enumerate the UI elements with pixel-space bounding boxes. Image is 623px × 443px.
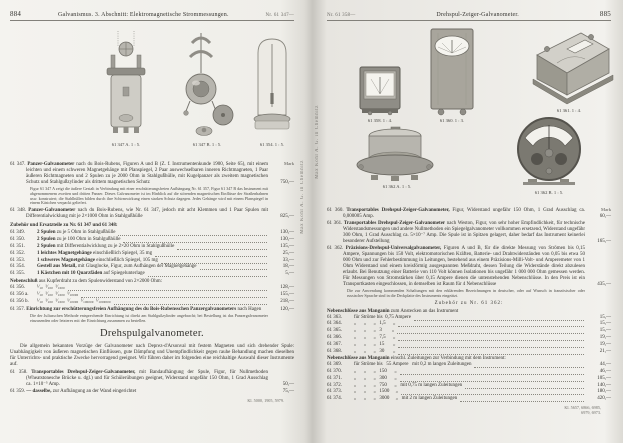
item-description: Figuren A und B, für die direkte Messung von Strömen bis 0,15 Ampere, Spannungen bis 150 Volt, elektromotorischen Kräften, Batterie- und Drahtwiderständen von 0,05 bis etwa 50 000 Ohm und zur Fehlerbestimmung in Leitungen, bestehend aus einem Präzisions-Milli-Volt- und Amperemeter von 1 Ohm Widerstand und einem kreisförmig ausgespannten Meßdraht, dessen Teilung die Widerstände direkt abzulesen erlaubt. Bei Benutzung einer Batterie von 110 Volt können Isolationen bis ungefähr 1 000 000 Ohm gemessen werden. Für Messungen von Stromstärken über 0,15 Ampere dienen die untenstehenden Nebenschlüsse. In den Preis ist ein Transportkasten eingeschlossen, in demselben ist Raum für 4 Nebenschlüsse [343,246,585,287]
shunt-row-61363: 61 363. für Ströme bis 0,75 Ampere 15,— [327,314,611,320]
left-page-body [10,162,294,403]
publisher-margin-text-right: Max Kohl A. G. in Chemnitz [315,105,320,179]
catalog-item-61359 [10,389,294,395]
accessory-row-61354: 61 354. Gestell aus Metall, mit Glasglocke, Figur, zum Aufhängen der Magnetgehänge 18,— [10,264,294,270]
item-description: nach Weston, Figur, von sehr hoher Empfindlichkeit, für technische Widerstandsmessungen und andere Nullmethoden ein Spiegelgalvanometer vollkommen ersetzend, Widerstand ungefähr 300 Ohm, 1 Grad Ausschlag ca. 5×10⁻⁷ Amp. Die Spule ist in Spitzen gelagert, daher bedarf das Instrument keinerlei besonderer Aufstellung [343,221,586,244]
item-description: mit Bandaufhängung der Spule, Figur, für Nullmethoden (Wheatstonesche Brücke u. dgl.) und für Schülerübungen geeignet, Widerstand ungefähr 150 Ohm, 1 Grad Ausschlag ca. 1×10⁻⁵ Amp. [26,369,269,387]
accessory-row-61352: 61 352. 1 leichtes Magnetgehänge einschließlich Spiegel, 35 mg 25,— [10,250,294,256]
figure-61347A [102,31,150,147]
shunt-row-61373: 61 373. „ „ „ 1500 „ 180,— [327,389,611,395]
accessory-row-61355: 61 355. 1 Kästchen mit 10 Quarzfäden auf Spiegelunterlage 5,— [10,271,294,277]
item-title: Transportables Drehspul-Zeiger-Galvanometer [342,221,446,226]
right-figure-area [327,23,611,207]
item-number: 61 362. [327,246,344,251]
figure-caption: 61 347 B. 1 : 5. [192,142,222,147]
section-heading: Drehspulgalvanometer. [100,328,204,340]
item-title: Präzisions-Drehspul-Universalgalvanometer, [343,246,442,251]
item-description: nach du Bois-Rubens, wie Nr. 61 347, jedoch mit acht Klemmen und 1 Paar Spulen mit Differentialwicklung mit je 2×1000 Ohm in Stahlgußhülle [26,208,268,220]
item-61362-note: Die zur Anwendung kommenden Schaltungen mit den erklärenden Bezeichnungen in deutscher, oder auf Wunsch in französischer oder russischer Sprache sind in die Deckplatte des Instruments eingeätzt. [347,288,585,298]
plate-footnote-left: Kl. 5000, 1905, 5979. [247,397,284,403]
catalog-item-61360 [327,208,611,220]
page-left-header [2,0,302,20]
round-galvanometer-illustration [510,115,588,189]
figure-caption: 61 361. 1 : 4. [556,108,582,113]
item-price: 120,— [280,306,294,312]
figure-61362B [510,115,588,195]
item-description: Figur, Widerstand ungefähr 150 Ohm, 1 Grad Ausschlag ca. 0,000005 Amp. [343,208,586,219]
catalog-item-61347 [10,162,294,186]
drum-galvanometer-illustration [353,123,441,183]
slanted-box-galvanometer-illustration [523,27,615,107]
figure-61358 [357,65,403,123]
item-price: 75,— [282,388,294,394]
plate-footnote-right: Kl. 5657, 6866, 6985, 6979, 6973. [564,405,601,416]
page-left [2,0,305,443]
accessory-row-61353: 61 353. 1 schweres Magnetgehänge einschließlich Spiegel, 105 mg 33,— [10,257,294,263]
figure-61354 [251,35,293,147]
shunt-row-61356: 61 356. ¹⁄₁₀ ¹⁄₁₀₀ ¹⁄₁₀₀₀ 128,— [10,285,294,291]
item-title: Panzer-Galvanometer [26,208,76,214]
shunt-group-2-heading: Nebenschlüsse aus Manganin einschl. Zuleitungen zur Verbindung mit dem Instrument: [327,356,506,362]
shunt-row-61364: 61 364. „ „ „ 1,5 „ 15,— [327,321,611,327]
page-right-header [319,0,619,20]
item-number: 61 357. [10,306,25,312]
catalog-item-61357 [10,307,294,313]
catalog-item-61348 [10,208,294,220]
catalog-item-61361 [327,221,611,245]
item-number: 61 358. [10,369,28,375]
shunt-row-61366: 61 366. „ „ „ 7,5 „ 19,— [327,335,611,341]
figure-caption: 61 358. 1 : 4. [367,118,393,123]
header-rule [327,20,611,21]
item-description: nach Hagen [236,306,262,312]
catalog-item-61358 [10,370,294,388]
figure-caption: 61 362 A. 1 : 5. [382,184,412,189]
item-number: 61 359. [10,388,25,394]
shunt-group-1-heading: Nebenschlüsse aus Manganin zum Anstecken an das Instrument [327,308,459,314]
item-number: 61 348. [10,208,27,214]
shunt-row-61356a: 61 356 a. ¹⁄₁₀ ¹⁄₁₀₀ ¹⁄₁₀₀₀ ¹⁄₁₀₀₀₀ 155,— [10,291,294,297]
panzer-galvanometer-b-illustration [180,31,234,141]
header-rule [10,20,294,21]
shunt-row-61374: 61 374. „ „ „ 3000 „ mit 2 m langen Zuleitungen 420,— [327,396,611,402]
item-price: 825,— [280,214,294,220]
page-number-right: 885 [599,10,611,18]
accessories-heading: Zubehör zu Nr. 61 362: [434,301,504,307]
left-figure-area [10,23,294,161]
figure-caption: 61 347 A. 1 : 5. [111,142,141,147]
accessories-heading: Zubehör und Ersatzteile zu Nr. 61 347 und 61 348: [10,222,118,228]
item-number: 61 361. [327,221,343,226]
figure-61361 [523,27,615,113]
glass-dome-stand-illustration [251,35,293,141]
mark-column-label: Mark [284,161,294,166]
figure-caption: 61 354. 1 : 5. [259,142,285,147]
item-title: Transportables Drehspul-Zeiger-Galvanometer, [343,208,450,213]
small-box-galvanometer-illustration [357,65,403,117]
figure-61362A [353,123,441,189]
mark-column-label: Mark [601,207,611,212]
item-description: nach du Bois-Rubens, Figuren A und B (Z. f. Instrumentenkunde 1900, Seite 65), mit einem leichten und einem schweren Magnetgehänge mit Planspiegel, 2 Paar auswechselbaren inneren Richtmagneten, 1 Paar äußeren Richtmagneten und 2 Spulen zu je 2000 Ohm in Stahlgußhülle, mit Kugelpanzer als zweitem magnetischen Schutz und Stahlgußzylinder als drittem magnetischen Schutz [26,162,268,185]
shunt-row-61367: 61 367. „ „ „ 15 „ 19,— [327,341,611,347]
shunt-row-61371: 61 371. „ „ „ 300 „ 105,— [327,375,611,381]
running-title-left: Galvanismus. 3. Abschnitt: Elektromagnetische Strommessungen. [57,12,229,18]
figure-caption: 61 360. 1 : 3. [439,118,465,123]
page-number-left: 884 [10,10,22,18]
item-description: zur Aufhängung an der Wand eingerichtet [51,388,137,394]
item-price: 165,— [597,239,611,244]
shunt-row-61369: 61 369. für Ströme bis 55 Ampere mit 0,2 m langen Zuleitungen 44,— [327,362,611,368]
page-right [315,0,619,443]
panzer-galvanometer-a-illustration [102,31,150,141]
item-range-right: Nr. 61 358— [327,13,356,18]
item-61357-note: Die der Juliusschen Methode entsprechende Einrichtung ist direkt am Stahlgußzylinder angebracht; bei Bestellung ist das Panzergalvanometer einzusenden oder letzteres mit der Einrichtung zusammen zu bestellen. [30,312,268,323]
item-title: — dasselbe, [25,388,52,394]
shunt-row-61356b: 61 356 b. ¹⁄₁₀ ¹⁄₁₀₀ ¹⁄₁₀₀₀ ¹⁄₁₀₀₀₀ ¹⁄₁₀₀₀₀₀ ¹⁄₁₀₀₀₀₀₀ 218,— [10,298,294,304]
accessory-row-61349: 61 349. 2 Spulen zu je 5 Ohm in Stahlgußhülle 130,— [10,230,294,236]
item-61347-note: Figur 61 347 A zeigt die äußere Gestalt in Verbindung mit einer erschütterungsfreien Aufhängung Nr. 61 357, Figur 61 347 B das Instrument mit abgenommenem zweiten und dritten Panzer. Dieses Galvanometer ist im Hinblick auf die störenden magnetischen Einflüsse der Straßenbahnen usw. konstruiert; die Stahlhüllen bilden durch ihre Schirmwirkung einen starken Schutz dagegen. Jedes Gehänge wird mit einem Planspiegel in einem Kästchen verpackt geliefert. [30,186,268,206]
item-price: 60,— [599,214,611,219]
shunt-row-61372: 61 372. „ „ „ 750 „ mit 0,75 m langen Zuleitungen 140,— [327,382,611,388]
shunt-row-61370: 61 370. „ „ „ 150 „ 46,— [327,368,611,374]
right-page-body [327,208,611,416]
item-price: 435,— [597,282,611,287]
item-number: 61 347. [10,162,26,167]
item-title: Panzer-Galvanometer [25,162,75,167]
item-title: Einrichtung zur erschütterungsfreien Aufhängung des du Bois-Rubensschen Panzergalvanometers [25,306,237,312]
item-range-left: Nr. 61 347— [265,13,294,18]
catalog-item-61362 [327,246,611,288]
item-price: 50,— [282,381,294,387]
item-price: 750,— [280,180,294,185]
figure-caption: 61 362 B. 1 : 5. [534,190,564,195]
figure-61347B [180,31,234,147]
shunt-row-61368: 61 368. „ „ „ 30 „ 21,— [327,348,611,354]
accessory-row-61350: 61 350. 2 Spulen zu je 100 Ohm in Stahlgußhülle 130,— [10,237,294,243]
section-intro: Die allgemein bekannten Vorzüge der Galvanometer nach Deprez-d'Arsonval mit festem Magneten und sich drehender Spule: Unabhängigkeit von äußeren magnetischen Einflüssen, gute Dämpfung und Unempfindlichkeit gegen rauhe Behandlung machen dieselben für Unterrichts- und praktische Zwecke hervorragend geeignet. Wir führen daher im folgenden eine reichhaltige Auswahl dieser Instrumente auf. [10,343,294,367]
item-number: 61 360. [327,208,344,213]
shunt-row-61365: 61 365. „ „ „ 3 „ 15,— [327,328,611,334]
running-title-right: Drehspul-Zeiger-Galvanometer. [436,12,519,18]
publisher-margin-text-left: Max Kohl A. G. in Chemnitz [300,160,305,234]
figure-61360 [424,27,480,123]
shunt-heading: Nebenschluß aus Kupferdraht zu dem Spulenwiderstand von 2×2000 Ohm: [10,279,162,285]
upright-box-galvanometer-illustration [424,27,480,117]
item-title: Transportables Drehspul-Zeiger-Galvanometer, [27,369,136,375]
accessory-row-61351: 61 351. 2 Spulen mit Differentialwicklung zu je 2×20 Ohm in Stahlgußhülle 135,— [10,243,294,249]
